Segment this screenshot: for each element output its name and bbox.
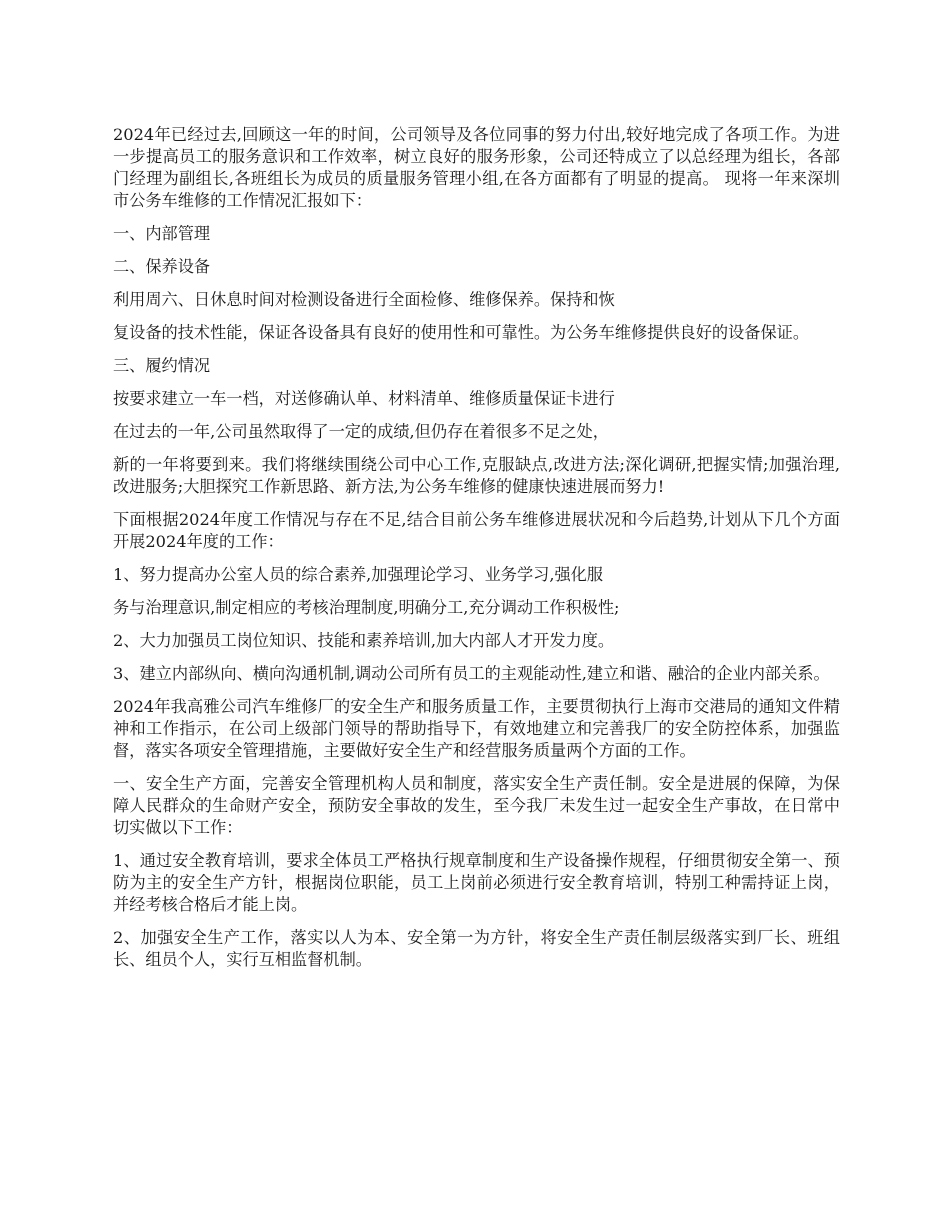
paragraph-new-year: 新的一年将要到来。我们将继续围绕公司中心工作,克服缺点,改进方法;深化调研,把握实情;加强治理,改进服务;大胆探究工作新思路、新方法,为公务车维修的健康快速进展而努力! (113, 455, 840, 496)
heading-contract-performance: 三、履约情况 (113, 356, 211, 375)
paragraph-vehicle-files: 按要求建立一车一档，对送修确认单、材料清单、维修质量保证卡进行 (113, 389, 615, 408)
safety-item-2: 2、加强安全生产工作，落实以人为本、安全第一为方针，将安全生产责任制层级落实到厂长、班组长、组员个人，实行互相监督机制。 (113, 928, 840, 969)
paragraph-safety-production: 一、安全生产方面，完善安全管理机构人员和制度，落实安全生产责任制。安全是进展的保障，为保障人民群众的生命财产安全，预防安全事故的发生，至今我厂未发生过一起安全生产事故，在日常中切实做以下工作： (113, 774, 840, 837)
intro-paragraph: 2024年已经过去,回顾这一年的时间，公司领导及各位同事的努力付出,较好地完成了各项工作。为进一步提高员工的服务意识和工作效率，树立良好的服务形象，公司还特成立了以总经理为组长，各部门经理为副组长,各班组长为成员的质量服务管理小组,在各方面都有了明显的提高。 现将一年来深圳市公务车维修的工作情况汇报如下： (113, 125, 840, 210)
paragraph-shortcomings: 在过去的一年,公司虽然取得了一定的成绩,但仍存在着很多不足之处， (113, 422, 609, 441)
plan-item-1b: 务与治理意识,制定相应的考核治理制度,明确分工,充分调动工作积极性; (113, 598, 620, 617)
paragraph-equipment-2: 复设备的技术性能，保证各设备具有良好的使用性和可靠性。为公务车维修提供良好的设备保证。 (113, 323, 810, 342)
document-body (113, 124, 840, 982)
plan-item-2: 2、大力加强员工岗位知识、技能和素养培训,加大内部人才开发力度。 (113, 631, 615, 650)
paragraph-equipment-1: 利用周六、日休息时间对检测设备进行全面检修、维修保养。保持和恢 (113, 290, 615, 309)
heading-internal-management: 一、内部管理 (113, 224, 211, 243)
heading-equipment-maintenance: 二、保养设备 (113, 257, 211, 276)
plan-item-1a: 1、努力提高办公室人员的综合素养,加强理论学习、业务学习,强化服 (113, 565, 604, 584)
paragraph-plan-intro: 下面根据2024年度工作情况与存在不足,结合目前公务车维修进展状况和今后趋势,计划从下几个方面开展2024年度的工作： (113, 510, 840, 551)
paragraph-safety-overview: 2024年我高雅公司汽车维修厂的安全生产和服务质量工作，主要贯彻执行上海市交港局的通知文件精神和工作指示，在公司上级部门领导的帮助指导下，有效地建立和完善我厂的安全防控体系，加强监督，落实各项安全管理措施，主要做好安全生产和经营服务质量两个方面的工作。 (113, 697, 840, 760)
plan-item-3: 3、建立内部纵向、横向沟通机制,调动公司所有员工的主观能动性,建立和谐、融洽的企业内部关系。 (113, 664, 830, 683)
safety-item-1: 1、通过安全教育培训，要求全体员工严格执行规章制度和生产设备操作规程，仔细贯彻安全第一、预防为主的安全生产方针，根据岗位职能，员工上岗前必须进行安全教育培训，特别工种需持证上岗，并经考核合格后才能上岗。 (113, 851, 840, 914)
